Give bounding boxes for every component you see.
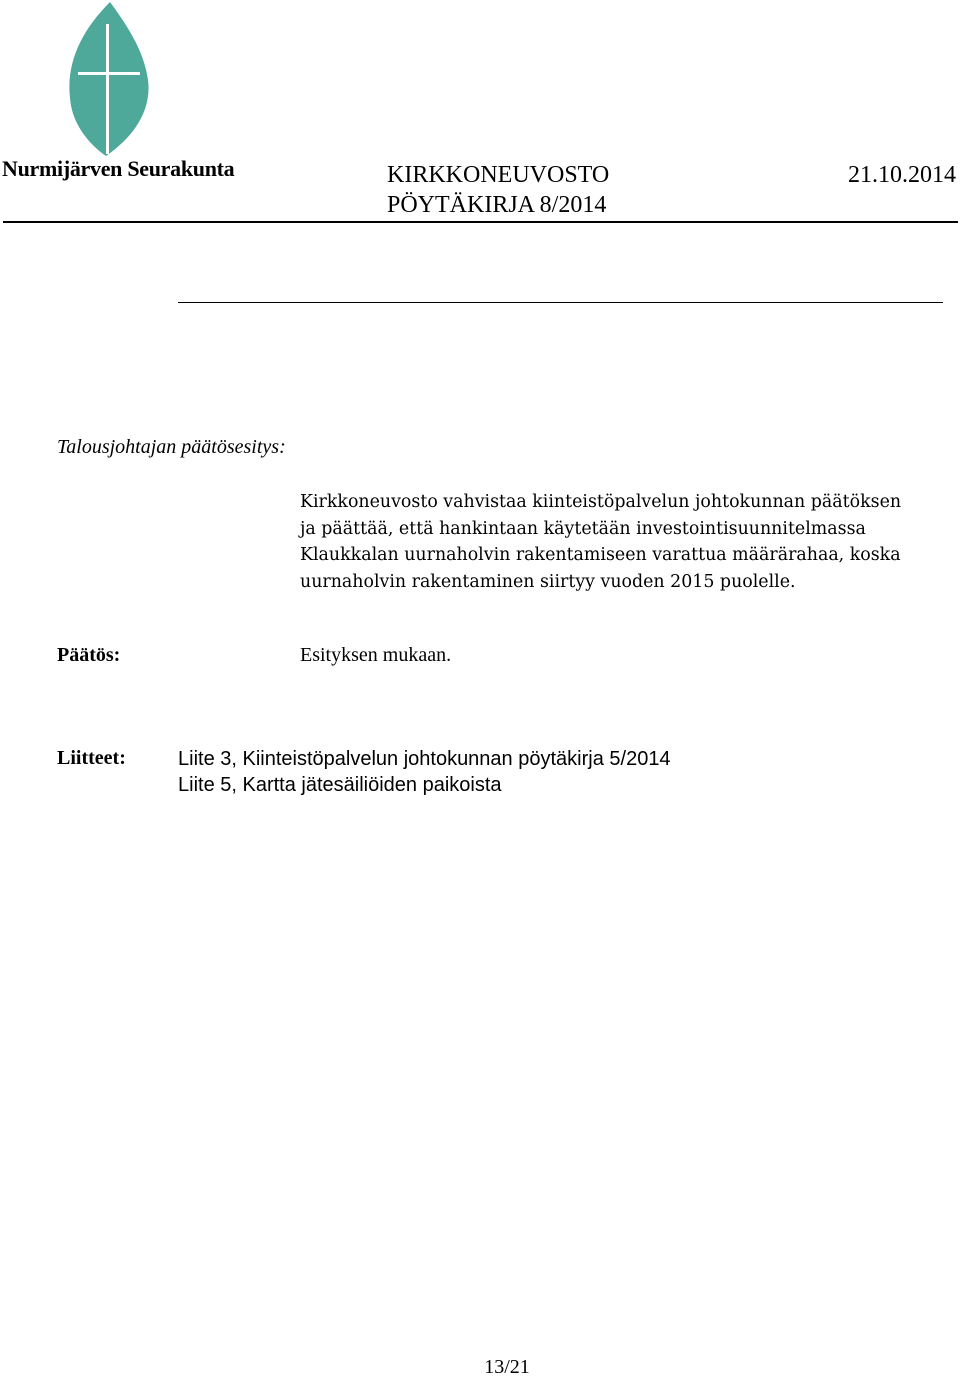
decision-value: Esityksen mukaan. bbox=[300, 644, 452, 666]
attachments-label: Liitteet: bbox=[57, 747, 126, 769]
proposal-heading: Talousjohtajan päätösesitys: bbox=[57, 436, 286, 458]
attachment-item: Liite 3, Kiinteistöpalvelun johtokunnan pöytäkirja 5/2014 bbox=[178, 748, 671, 770]
header-divider bbox=[3, 221, 958, 223]
proposal-line: ja päättää, että hankintaan käytetään investointisuunnitelmassa bbox=[300, 518, 866, 539]
proposal-line: uurnaholvin rakentaminen siirtyy vuoden 2015 puolelle. bbox=[300, 571, 796, 592]
proposal-line: Klaukkalan uurnaholvin rakentamiseen varattua määrärahaa, koska bbox=[300, 545, 901, 565]
cross-vertical bbox=[106, 24, 109, 154]
cross-horizontal bbox=[78, 72, 140, 75]
proposal-body bbox=[300, 489, 940, 595]
proposal-line: Kirkkoneuvosto vahvistaa kiinteistöpalvelun johtokunnan päätöksen bbox=[300, 492, 902, 512]
organization-name: Nurmijärven Seurakunta bbox=[2, 156, 235, 181]
document-title: KIRKKONEUVOSTO bbox=[387, 162, 610, 188]
page-number: 13/21 bbox=[484, 1356, 530, 1378]
section-divider bbox=[178, 302, 943, 303]
attachments-list bbox=[178, 746, 671, 798]
document-subtitle: PÖYTÄKIRJA 8/2014 bbox=[387, 192, 607, 218]
decision-label: Päätös: bbox=[57, 644, 121, 666]
church-leaf-cross-logo bbox=[62, 0, 154, 160]
attachment-item: Liite 5, Kartta jätesäiliöiden paikoista bbox=[178, 774, 502, 796]
document-date: 21.10.2014 bbox=[848, 162, 956, 188]
